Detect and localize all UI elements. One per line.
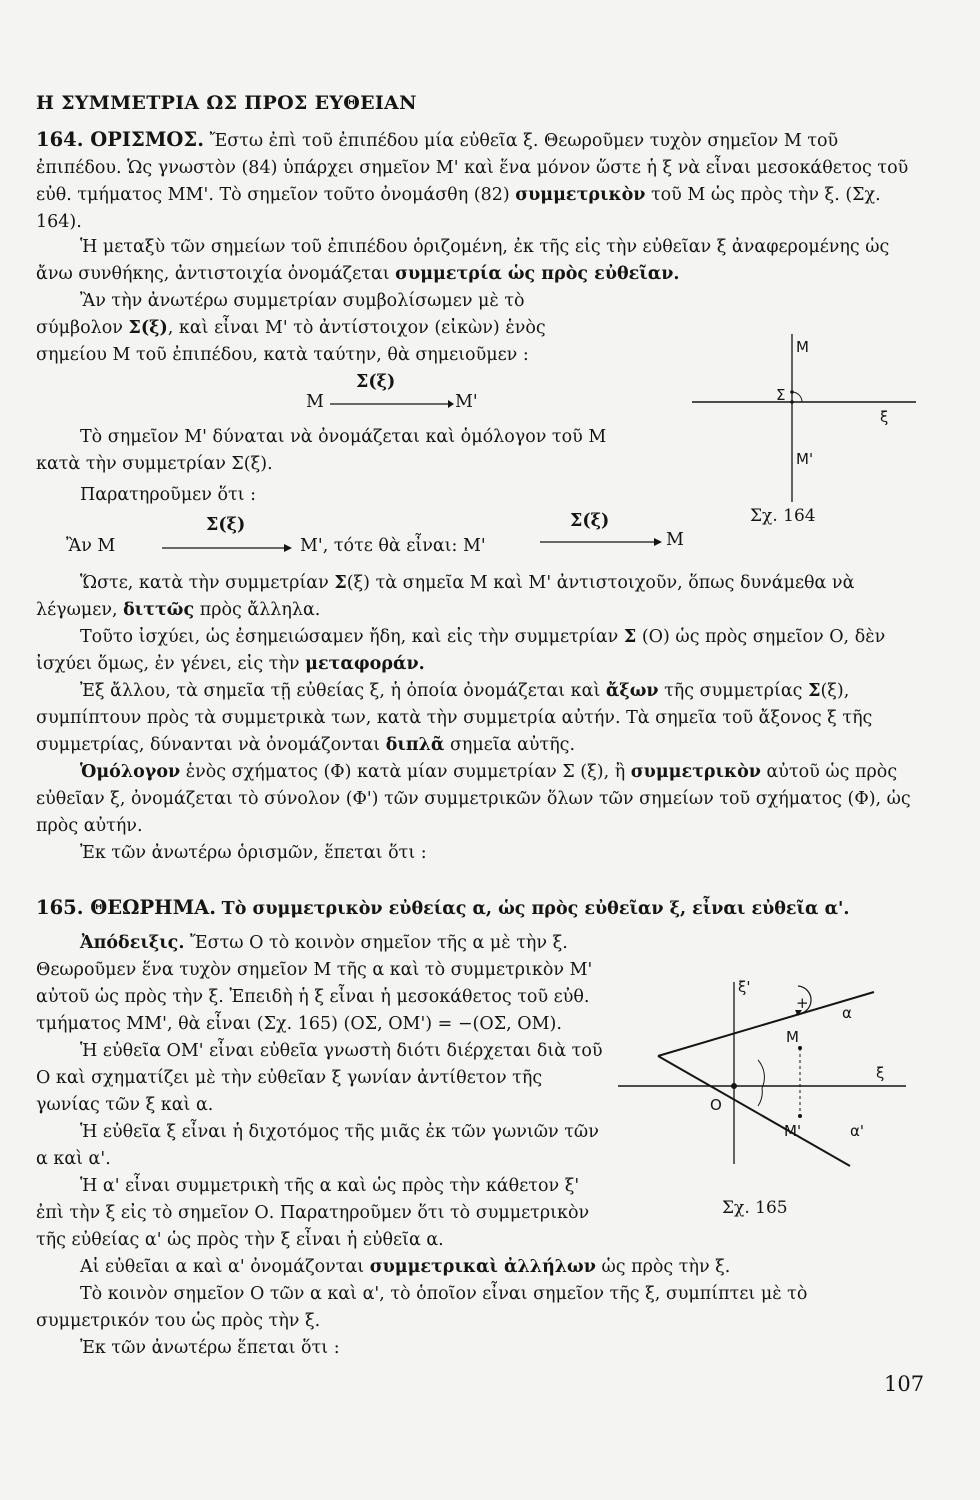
map-from: Μ	[306, 392, 324, 412]
fig165-label-Mp: Μ'	[784, 1122, 802, 1140]
s164-paragraph-1: 164. ΟΡΙΣΜΟΣ. Ἔστω ἐπὶ τοῦ ἐπιπέδου μία εὐθεῖα ξ. Θεωροῦμεν τυχὸν σημεῖον Μ τοῦ ἐπιπέδου. Ὡς γνωστὸν (84) ὑπάρχει σημεῖον Μ' καὶ ἕνα μόνον ὥστε ἡ ξ νὰ εἶναι μεσοκάθετος τοῦ εὐθ. τμήματος ΜΜ'. Τὸ σημεῖον τοῦτο ὀνομάσθη (82) συμμετρικὸν τοῦ Μ ὡς πρὸς τὴν ξ. (Σχ. 164).	[36, 128, 909, 232]
s165-proof-3: Ἡ εὐθεῖα ξ εἶναι ἡ διχοτόμος τῆς μιᾶς ἐκ τῶν γωνιῶν τῶν α καὶ α'.	[36, 1122, 599, 1169]
fig165-label-xi: ξ	[876, 1064, 885, 1082]
s165-proof-1: Ἀπόδειξις. Ἔστω Ο τὸ κοινὸν σημεῖον τῆς α μὲ τὴν ξ. Θεωροῦμεν ἕνα τυχὸν σημεῖον Μ τῆς α καὶ τὸ συμμετρικὸν Μ' αὐτοῦ ὡς πρὸς τὴν ξ. Ἐπειδὴ ἡ ξ εἶναι ἡ μεσοκάθετος τοῦ εὐθ. τμήματος ΜΜ', θὰ εἶναι (Σχ. 165) (ΟΣ, ΟΜ') = −(ΟΣ, ΟΜ).	[36, 933, 593, 1034]
map-to: Μ'	[455, 392, 478, 412]
fig164-label-xi: ξ	[880, 408, 889, 426]
if-symbol-1: Σ(ξ)	[206, 515, 246, 535]
map-symbol: Σ(ξ)	[356, 372, 396, 392]
s165-number: 165. ΘΕΩΡΗΜΑ.	[36, 896, 217, 919]
s164-number: 164. ΟΡΙΣΜΟΣ.	[36, 128, 204, 151]
s165-paragraph-7: Ἐκ τῶν ἀνωτέρω ἕπεται ὅτι :	[80, 1338, 340, 1358]
section-heading: Η ΣΥΜΜΕΤΡΙΑ ΩΣ ΠΡΟΣ ΕΥΘΕΙΑΝ	[36, 92, 417, 114]
s164-paragraph-6: Ὥστε, κατὰ τὴν συμμετρίαν Σ(ξ) τὰ σημεῖα Μ καὶ Μ' ἀντιστοιχοῦν, ὅπως δυνάμεθα νὰ λέγωμεν, διττῶς πρὸς ἄλληλα.	[36, 573, 855, 620]
fig164-label-M: Μ	[796, 338, 809, 356]
s164-paragraph-7: Τοῦτο ἰσχύει, ὡς ἐσημειώσαμεν ἤδη, καὶ εἰς τὴν συμμετρίαν Σ (Ο) ὡς πρὸς σημεῖον Ο, δὲν ἰσχύει ὅμως, ἐν γένει, εἰς τὴν μεταφοράν.	[36, 627, 886, 674]
fig165-label-xi-prime: ξ'	[738, 978, 751, 996]
s164-paragraph-2: Ἡ μεταξὺ τῶν σημείων τοῦ ἐπιπέδου ὁριζομένη, ἐκ τῆς εἰς τὴν εὐθεῖαν ξ ἀναφερομένης ὡς ἄνω συνθήκης, ἀντιστοιχία ὀνομάζεται συμμετρία ὡς πρὸς εὐθεῖαν.	[36, 237, 890, 284]
s164-paragraph-4: Τὸ σημεῖον Μ' δύναται νὰ ὀνομάζεται καὶ ὁμόλογον τοῦ Μ κατὰ τὴν συμμετρίαν Σ(ξ).	[36, 427, 607, 474]
figure-165	[612, 968, 912, 1170]
s165-proof-2: Ἡ εὐθεῖα ΟΜ' εἶναι εὐθεῖα γνωστὴ διότι διέρχεται διὰ τοῦ Ο καὶ σχηματίζει μὲ τὴν εὐθεῖαν ξ γωνίαν ἀντίθετον τῆς γωνίας τῶν ξ καὶ α.	[36, 1041, 603, 1115]
s164-paragraph-9: Ὁμόλογον ἑνὸς σχήματος (Φ) κατὰ μίαν συμμετρίαν Σ (ξ), ἢ συμμετρικὸν αὐτοῦ ὡς πρὸς εὐθεῖαν ξ, ὀνομάζεται τὸ σύνολον (Φ') τῶν συμμετρικῶν ὅλων τῶν σημείων τοῦ σχήματος (Φ), ὡς πρὸς αὐτήν.	[36, 762, 911, 836]
fig165-label-O: Ο	[710, 1096, 722, 1114]
fig165-label-a-prime: α'	[850, 1122, 865, 1140]
s164-paragraph-8: Ἐξ ἄλλου, τὰ σημεῖα τῇ εὐθείας ξ, ἡ ὁποία ὀνομάζεται καὶ ἄξων τῆς συμμετρίας Σ(ξ), συμπίπτουν πρὸς τὰ συμμετρικὰ των, κατὰ τὴν συμμετρία αὐτήν. Τὰ σημεῖα τοῦ ἄξονος ξ τῆς συμμετρίας, δύνανται νὰ ὀνομάζονται διπλᾶ σημεῖα αὐτῆς.	[36, 681, 873, 755]
if-arrow-2	[540, 536, 662, 548]
s165-statement: 165. ΘΕΩΡΗΜΑ. Τὸ συμμετρικὸν εὐθείας α, ὡς πρὸς εὐθεῖαν ξ, εἶναι εὐθεῖα α'.	[36, 896, 850, 919]
map-arrow	[330, 398, 454, 410]
s164-paragraph-5: Παρατηροῦμεν ὅτι :	[80, 485, 256, 505]
fig164-label-Sigma: Σ	[776, 386, 786, 404]
fig164-caption: Σχ. 164	[750, 506, 816, 526]
fig165-label-M: Μ	[786, 1028, 799, 1046]
s165-paragraph-5: Αἱ εὐθεῖαι α καὶ α' ὀνομάζονται συμμετρικαὶ ἀλλήλων ὡς πρὸς τὴν ξ.	[80, 1257, 731, 1277]
fig165-line-a-prime	[658, 1056, 850, 1166]
fig165-caption: Σχ. 165	[722, 1198, 788, 1218]
if-text-c: Μ	[666, 530, 684, 550]
if-text-a: Ἂν Μ	[66, 536, 116, 556]
s164-paragraph-3: Ἂν τὴν ἀνωτέρω συμμετρίαν συμβολίσωμεν μὲ τὸ σύμβολον Σ(ξ), καὶ εἶναι Μ' τὸ ἀντίστοιχον (εἰκὼν) ἑνὸς σημείου Μ τοῦ ἐπιπέδου, κατὰ ταύτην, θὰ σημειοῦμεν :	[36, 291, 546, 365]
s164-paragraph-10: Ἐκ τῶν ἀνωτέρω ὁρισμῶν, ἕπεται ὅτι :	[80, 843, 427, 863]
s165-paragraph-6: Τὸ κοινὸν σημεῖον Ο τῶν α καὶ α', τὸ ὁποῖον εἶναι σημεῖον τῆς ξ, συμπίπτει μὲ τὸ συμμετρικόν του ὡς πρὸς τὴν ξ.	[36, 1284, 808, 1331]
figure-164	[688, 330, 920, 506]
page-number: 107	[884, 1372, 925, 1396]
fig164-label-Mp: Μ'	[796, 450, 814, 468]
if-symbol-2: Σ(ξ)	[570, 511, 610, 531]
if-text-b: Μ', τότε θὰ εἶναι: Μ'	[300, 536, 486, 556]
s165-proof-4: Ἡ α' εἶναι συμμετρικὴ τῆς α καὶ ὡς πρὸς τὴν κάθετον ξ' ἐπὶ τὴν ξ εἰς τὸ σημεῖον Ο. Παρατηροῦμεν ὅτι τὸ συμμετρικὸν τῆς εὐθείας α' ὡς πρὸς τὴν ξ εἶναι ἡ εὐθεῖα α.	[36, 1176, 590, 1250]
fig165-label-a: α	[842, 1004, 852, 1022]
if-arrow-1	[162, 542, 292, 554]
fig165-label-plus: +	[796, 994, 809, 1012]
fig165-line-a	[658, 992, 874, 1056]
